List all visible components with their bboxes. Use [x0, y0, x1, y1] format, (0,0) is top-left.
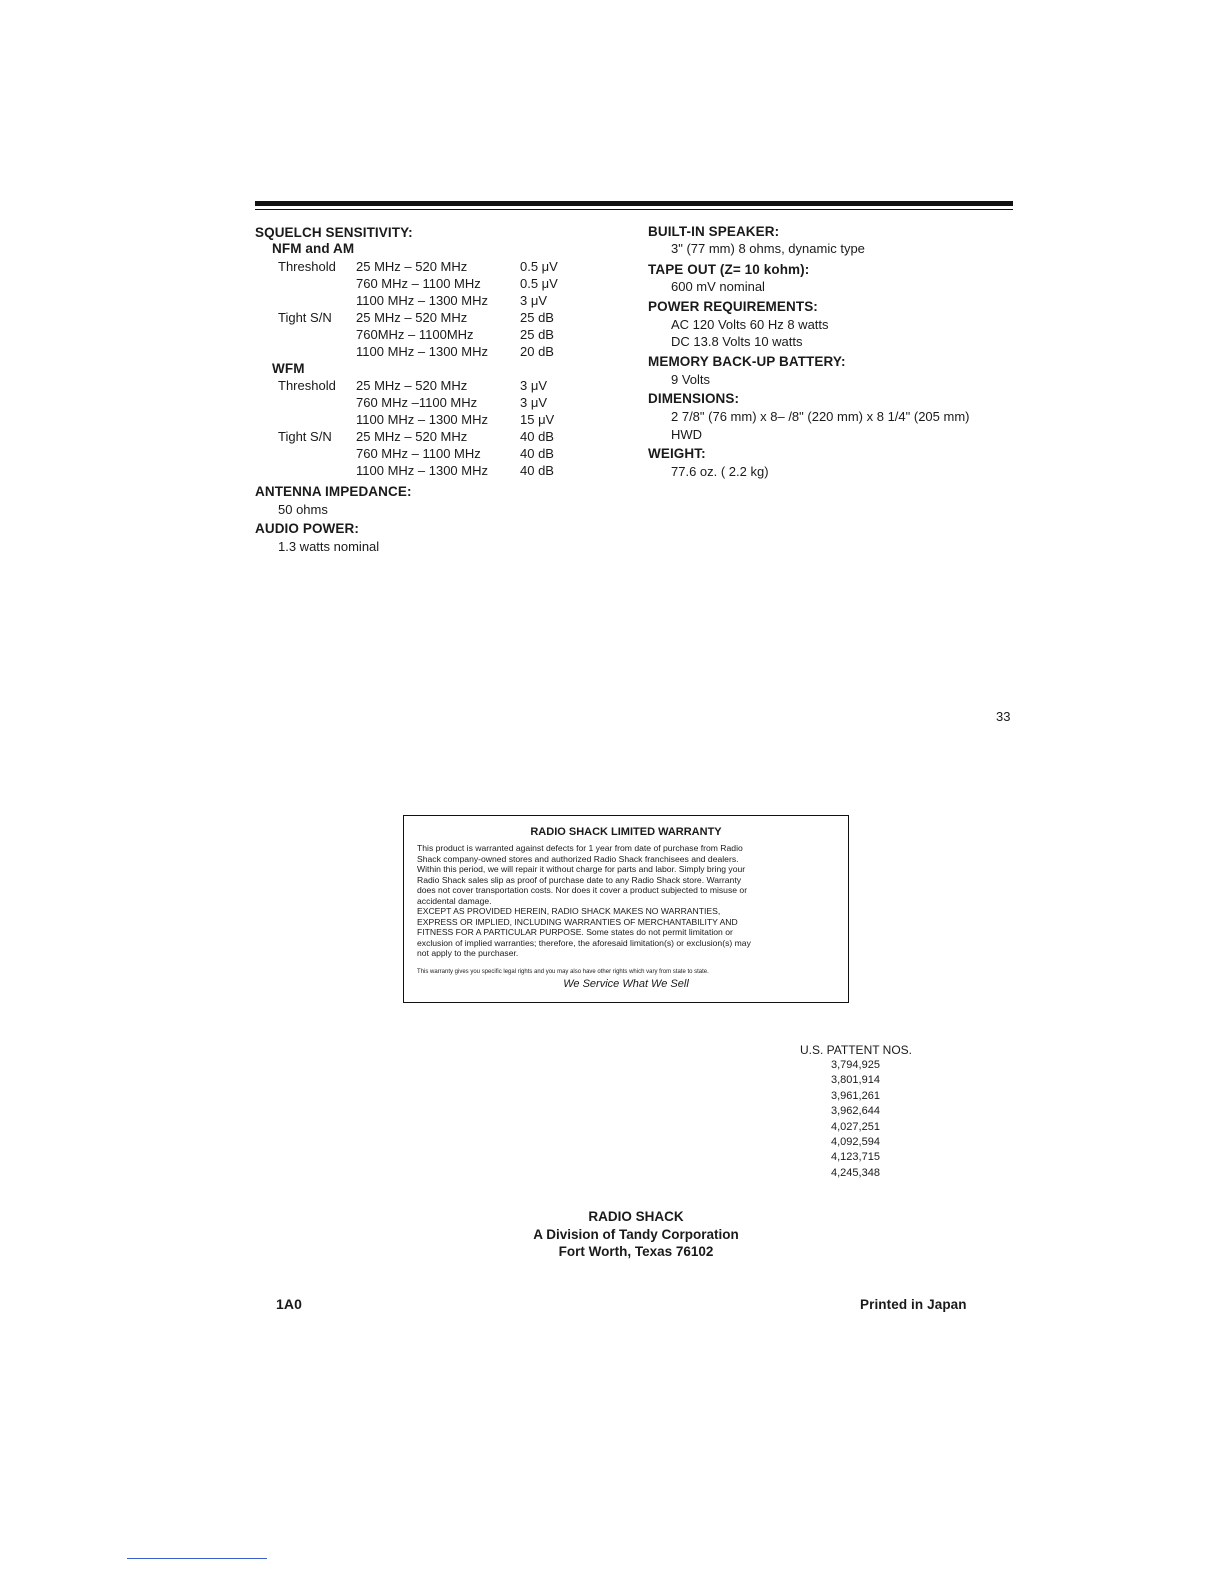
spec-row-value: 40 dB — [520, 446, 554, 461]
spec-row-label: Threshold — [278, 378, 336, 393]
warranty-box — [403, 815, 849, 1003]
warranty-line: FITNESS FOR A PARTICULAR PURPOSE. Some states do not permit limitation or — [417, 927, 733, 937]
spec-row-range: 1100 MHz – 1300 MHz — [356, 412, 488, 427]
tape-value: 600 mV nominal — [671, 279, 765, 294]
dimensions-value: 2 7/8" (76 mm) x 8– /8" (220 mm) x 8 1/4" (205 mm) — [671, 409, 970, 424]
spec-row-range: 1100 MHz – 1300 MHz — [356, 293, 488, 308]
spec-row-range: 760MHz – 1100MHz — [356, 327, 474, 342]
company-address: Fort Worth, Texas 76102 — [558, 1244, 714, 1259]
footer-code: 1A0 — [276, 1296, 302, 1312]
spec-row-value: 3 μV — [520, 395, 548, 410]
power-ac: AC 120 Volts 60 Hz 8 watts — [671, 317, 829, 332]
spec-row-value: 0.5 μV — [520, 276, 558, 291]
warranty-line: EXCEPT AS PROVIDED HEREIN, RADIO SHACK MAKES NO WARRANTIES, — [417, 906, 721, 916]
spec-row-range: 25 MHz – 520 MHz — [356, 310, 468, 325]
page-number: 33 — [996, 709, 1011, 724]
patent-number: 4,092,594 — [831, 1136, 880, 1148]
patent-number: 3,961,261 — [831, 1089, 880, 1102]
warranty-small-print: This warranty gives you specific legal rights and you may also have other rights which vary from state to state. — [417, 969, 709, 975]
footer-printed: Printed in Japan — [860, 1297, 967, 1312]
weight-value: 77.6 oz. ( 2.2 kg) — [671, 464, 769, 479]
patents-heading: U.S. PATTENT NOS. — [800, 1043, 913, 1057]
warranty-line: exclusion of implied warranties; therefore, the aforesaid limitation(s) or exclusion(s) may — [417, 937, 751, 948]
spec-row-value: 15 μV — [520, 412, 555, 427]
warranty-line: EXPRESS OR IMPLIED, INCLUDING WARRANTIES OF MERCHANTABILITY AND — [417, 916, 738, 927]
battery-heading: MEMORY BACK-UP BATTERY: — [648, 354, 846, 369]
squelch-heading: SQUELCH SENSITIVITY: — [255, 225, 413, 240]
spec-row-range: 1100 MHz – 1300 MHz — [356, 463, 488, 478]
antenna-heading: ANTENNA IMPEDANCE: — [255, 484, 412, 499]
warranty-line: Radio Shack sales slip as proof of purchase date to any Radio Shack store. Warranty — [417, 874, 742, 885]
spec-row-label: Tight S/N — [278, 429, 332, 444]
patent-number: 4,245,348 — [831, 1166, 880, 1179]
power-dc: DC 13.8 Volts 10 watts — [671, 334, 803, 349]
spec-row-value: 20 dB — [520, 344, 554, 359]
dimensions-hwd: HWD — [671, 427, 703, 442]
spec-row-value: 3 μV — [520, 293, 548, 308]
audio-value: 1.3 watts nominal — [278, 539, 380, 554]
bottom-link-underline — [127, 1558, 267, 1559]
spec-row-range: 25 MHz – 520 MHz — [356, 378, 468, 393]
battery-value: 9 Volts — [671, 372, 711, 387]
patent-number: 3,962,644 — [831, 1105, 880, 1118]
company-name: RADIO SHACK — [588, 1209, 684, 1224]
warranty-line: not apply to the purchaser. — [417, 948, 519, 958]
tape-heading: TAPE OUT (Z= 10 kohm): — [648, 262, 810, 277]
spec-row-value: 25 dB — [520, 327, 554, 342]
spec-row-value: 25 dB — [520, 310, 554, 325]
spec-row-range: 1100 MHz – 1300 MHz — [356, 344, 488, 359]
speaker-heading: BUILT-IN SPEAKER: — [648, 224, 780, 239]
spec-row-label: Tight S/N — [278, 310, 332, 325]
spec-row-value: 3 μV — [520, 378, 548, 393]
spec-row-range: 760 MHz – 1100 MHz — [356, 276, 481, 291]
warranty-line: This product is warranted against defects for 1 year from date of purchase from Radio — [417, 843, 743, 853]
top-rule-thin — [255, 209, 1013, 210]
audio-heading: AUDIO POWER: — [255, 521, 359, 536]
patent-number: 4,123,715 — [831, 1151, 880, 1164]
warranty-line: Shack company-owned stores and authorized Radio Shack franchisees and dealers. — [417, 853, 739, 864]
warranty-line: does not cover transportation costs. Nor does it cover a product subjected to misuse or — [417, 885, 748, 895]
spec-row-range: 25 MHz – 520 MHz — [356, 259, 468, 274]
company-division: A Division of Tandy Corporation — [533, 1227, 739, 1242]
spec-row-value: 40 dB — [520, 429, 554, 444]
patent-number: 4,027,251 — [831, 1120, 880, 1133]
speaker-value: 3" (77 mm) 8 ohms, dynamic type — [671, 241, 865, 256]
top-rule-thick — [255, 201, 1013, 206]
power-heading: POWER REQUIREMENTS: — [648, 299, 818, 314]
nfm-heading: NFM and AM — [272, 241, 355, 256]
warranty-line: accidental damage. — [417, 895, 492, 906]
spec-row-value: 0.5 μV — [520, 259, 558, 274]
dimensions-heading: DIMENSIONS: — [648, 391, 740, 406]
warranty-title: RADIO SHACK LIMITED WARRANTY — [530, 826, 722, 838]
spec-row-label: Threshold — [278, 259, 336, 274]
weight-heading: WEIGHT: — [648, 446, 706, 461]
spec-row-value: 40 dB — [520, 463, 554, 478]
wfm-heading: WFM — [272, 361, 305, 376]
patent-number: 3,794,925 — [831, 1059, 880, 1071]
warranty-slogan: We Service What We Sell — [563, 978, 689, 990]
spec-row-range: 25 MHz – 520 MHz — [356, 429, 468, 444]
antenna-value: 50 ohms — [278, 502, 328, 517]
patent-number: 3,801,914 — [831, 1074, 880, 1087]
spec-row-range: 760 MHz –1100 MHz — [356, 395, 478, 410]
warranty-line: Within this period, we will repair it without charge for parts and labor. Simply bring your — [417, 864, 746, 874]
spec-row-range: 760 MHz – 1100 MHz — [356, 446, 481, 461]
